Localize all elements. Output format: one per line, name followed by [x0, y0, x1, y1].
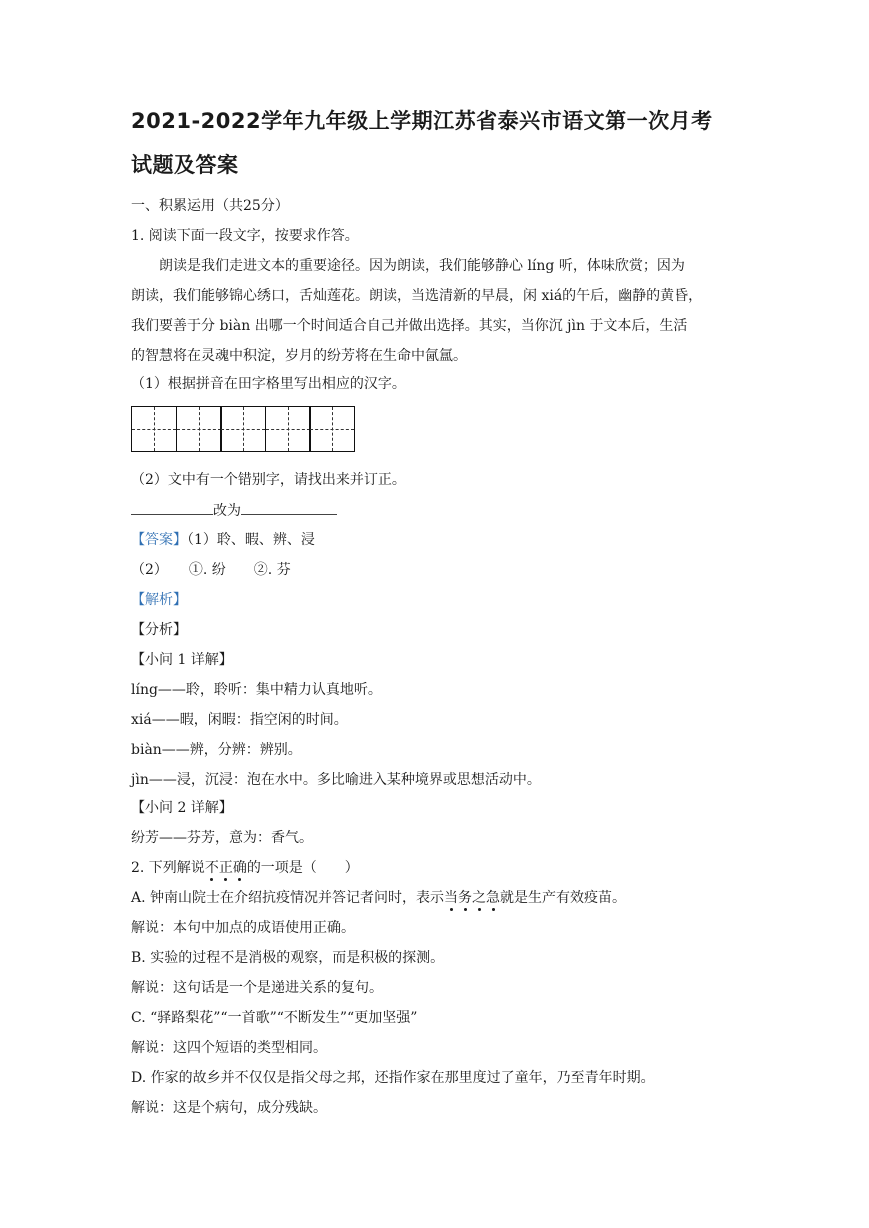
q2-stem-text: 2. 下列解说	[131, 860, 205, 876]
tianzige-cell[interactable]	[176, 406, 222, 452]
answer-blank[interactable]	[241, 500, 337, 515]
option-d[interactable]: D. 作家的故乡并不仅仅是指父母之邦，还指作家在那里度过了童年，乃至青年时期。	[131, 1070, 655, 1086]
passage-line: 我们要善于分 biàn 出哪一个时间适合自己并做出选择。其实，当你沉 jìn 于文本后，生活	[131, 318, 688, 334]
tianzige-grid	[131, 406, 355, 452]
tianzige-cell[interactable]	[131, 406, 177, 452]
emphasis-char: 之	[472, 890, 487, 906]
passage-line: 的智慧将在灵魂中积淀，岁月的纷芳将在生命中氤氲。	[131, 348, 467, 364]
detail-line: jìn——浸，沉浸：泡在水中。多比喻进入某种境界或思想活动中。	[131, 772, 541, 788]
passage-line: 朗读，我们能够锦心绣口，舌灿莲花。朗读，当选清新的早晨，闲 xiá的午后，幽静的黄昏，	[131, 288, 703, 304]
section-heading: 一、积累运用（共25分）	[131, 198, 289, 214]
q1-stem: 1. 阅读下面一段文字，按要求作答。	[131, 228, 359, 244]
answer-text: （1）聆、暇、辨、浸	[187, 532, 315, 548]
option-c-explanation: 解说：这四个短语的类型相同。	[131, 1040, 327, 1056]
doc-title-line2: 试题及答案	[131, 153, 239, 177]
doc-title-line1: 2021-2022学年九年级上学期江苏省泰兴市语文第一次月考	[131, 109, 713, 133]
tianzige-cell[interactable]	[265, 406, 311, 452]
emphasis-char: 不	[204, 860, 219, 876]
emphasis-char: 急	[486, 890, 501, 906]
fenxi-tag: 【分析】	[131, 622, 187, 638]
q1-sub1: （1）根据拼音在田字格里写出相应的汉字。	[131, 376, 406, 392]
analysis-tag: 【解析】	[131, 592, 187, 608]
option-a-explanation: 解说：本句中加点的成语使用正确。	[131, 920, 355, 936]
detail-line: 纷芳——芬芳，意为：香气。	[131, 830, 313, 846]
answer-blank[interactable]	[131, 500, 213, 515]
detail-line: xiá——暇，闲暇：指空闲的时间。	[131, 712, 348, 728]
detail-line: biàn——辨，分辨：辨别。	[131, 742, 302, 758]
subquestion-1-heading: 【小问 1 详解】	[131, 652, 233, 668]
answer-line-2: （2） ①. 纷 ②. 芬	[131, 562, 291, 578]
option-c[interactable]: C. “驿路梨花”“一首歌”“不断发生”“更加坚强”	[131, 1010, 418, 1026]
q2-stem	[131, 858, 359, 878]
emphasis-char: 务	[458, 890, 473, 906]
passage-line: 朗读是我们走进文本的重要途径。因为朗读，我们能够静心 líng 听，体味欣赏；因为	[159, 258, 685, 274]
tianzige-cell[interactable]	[220, 406, 266, 452]
option-a[interactable]	[131, 888, 626, 908]
option-a-text: A. 钟南山院士在介绍抗疫情况并答记者问时，表示	[131, 890, 445, 906]
q1-sub2: （2）文中有一个错别字，请找出来并订正。	[131, 472, 406, 488]
subquestion-2-heading: 【小问 2 详解】	[131, 800, 233, 816]
answer-tag: 【答案】	[131, 532, 187, 548]
tianzige-cell[interactable]	[309, 406, 355, 452]
option-d-explanation: 解说：这是个病句，成分残缺。	[131, 1100, 327, 1116]
option-a-text: 就是生产有效疫苗。	[500, 890, 627, 906]
emphasis-char: 确	[232, 860, 247, 876]
answer-line	[131, 530, 315, 550]
option-b-explanation: 解说：这句话是一个是递进关系的复句。	[131, 980, 383, 996]
q2-stem-text: 的一项是（ ）	[246, 860, 359, 876]
fix-line	[131, 500, 337, 521]
emphasis-char: 当	[444, 890, 459, 906]
detail-line: líng——聆，聆听：集中精力认真地听。	[131, 682, 382, 698]
option-b[interactable]: B. 实验的过程不是消极的观察，而是积极的探测。	[131, 950, 445, 966]
emphasis-char: 正	[218, 860, 233, 876]
fix-label: 改为	[213, 503, 241, 519]
